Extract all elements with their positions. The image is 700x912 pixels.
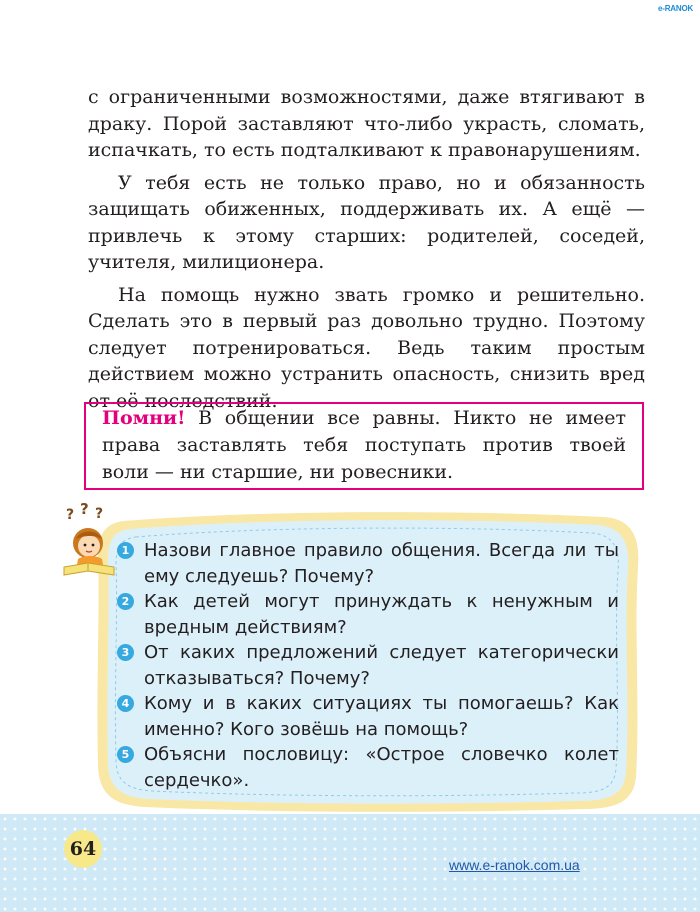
question-number: 5: [117, 746, 134, 763]
question-number: 2: [117, 593, 134, 610]
questions-panel: [84, 507, 644, 815]
question-item: [117, 589, 619, 640]
question-number: 4: [117, 695, 134, 712]
question-number: 1: [117, 542, 134, 559]
paragraph-1: с ограниченными возможностями, даже втягивают в драку. Порой заставляют что-либо украсть, сломать, испачкать, то есть подталкивают к правонарушениям.: [88, 86, 645, 161]
publisher-url-link[interactable]: www.e-ranok.com.ua: [449, 857, 580, 873]
remember-label: Помни!: [102, 407, 186, 429]
svg-text:?: ?: [66, 507, 75, 523]
question-text: От каких предложений следует категорически отказываться? Почему?: [144, 642, 619, 689]
question-number: 3: [117, 644, 134, 661]
question-item: [117, 640, 619, 691]
question-item: [117, 538, 619, 589]
question-text: Кому и в каких ситуациях ты помогаешь? Как именно? Кого зовёшь на помощь?: [144, 693, 619, 740]
thinking-child-icon: [58, 503, 120, 579]
body-text: [88, 84, 645, 414]
svg-text:?: ?: [95, 506, 104, 522]
publisher-logo: e-RANOK: [658, 4, 694, 13]
question-item: [117, 742, 619, 793]
question-text: Объясни пословицу: «Острое словечко колет сердечко».: [144, 744, 619, 791]
questions-list: [117, 538, 619, 793]
question-text: Как детей могут принуждать к ненужным и вредным действиям?: [144, 591, 619, 638]
remember-box: [84, 402, 644, 490]
svg-text:?: ?: [80, 503, 89, 518]
page-number: 64: [64, 830, 102, 868]
question-text: Назови главное правило общения. Всегда ли ты ему следуешь? Почему?: [144, 540, 619, 587]
paragraph-2: У тебя есть не только право, но и обязанность защищать обиженных, поддерживать их. А ещё — привлечь к этому старших: родителей, соседей, учителя, милиционера.: [88, 171, 645, 273]
paragraph-3: На помощь нужно звать громко и решительно. Сделать это в первый раз довольно трудно. Поэтому следует потренироваться. Ведь таким простым действием можно устранить опасность, снизить вред от её последствий.: [88, 283, 645, 412]
footer-band: [0, 814, 700, 912]
remember-text: В общении все равны. Никто не имеет права заставлять тебя поступать против твоей воли — ни старшие, ни ровесники.: [102, 407, 626, 483]
question-item: [117, 691, 619, 742]
